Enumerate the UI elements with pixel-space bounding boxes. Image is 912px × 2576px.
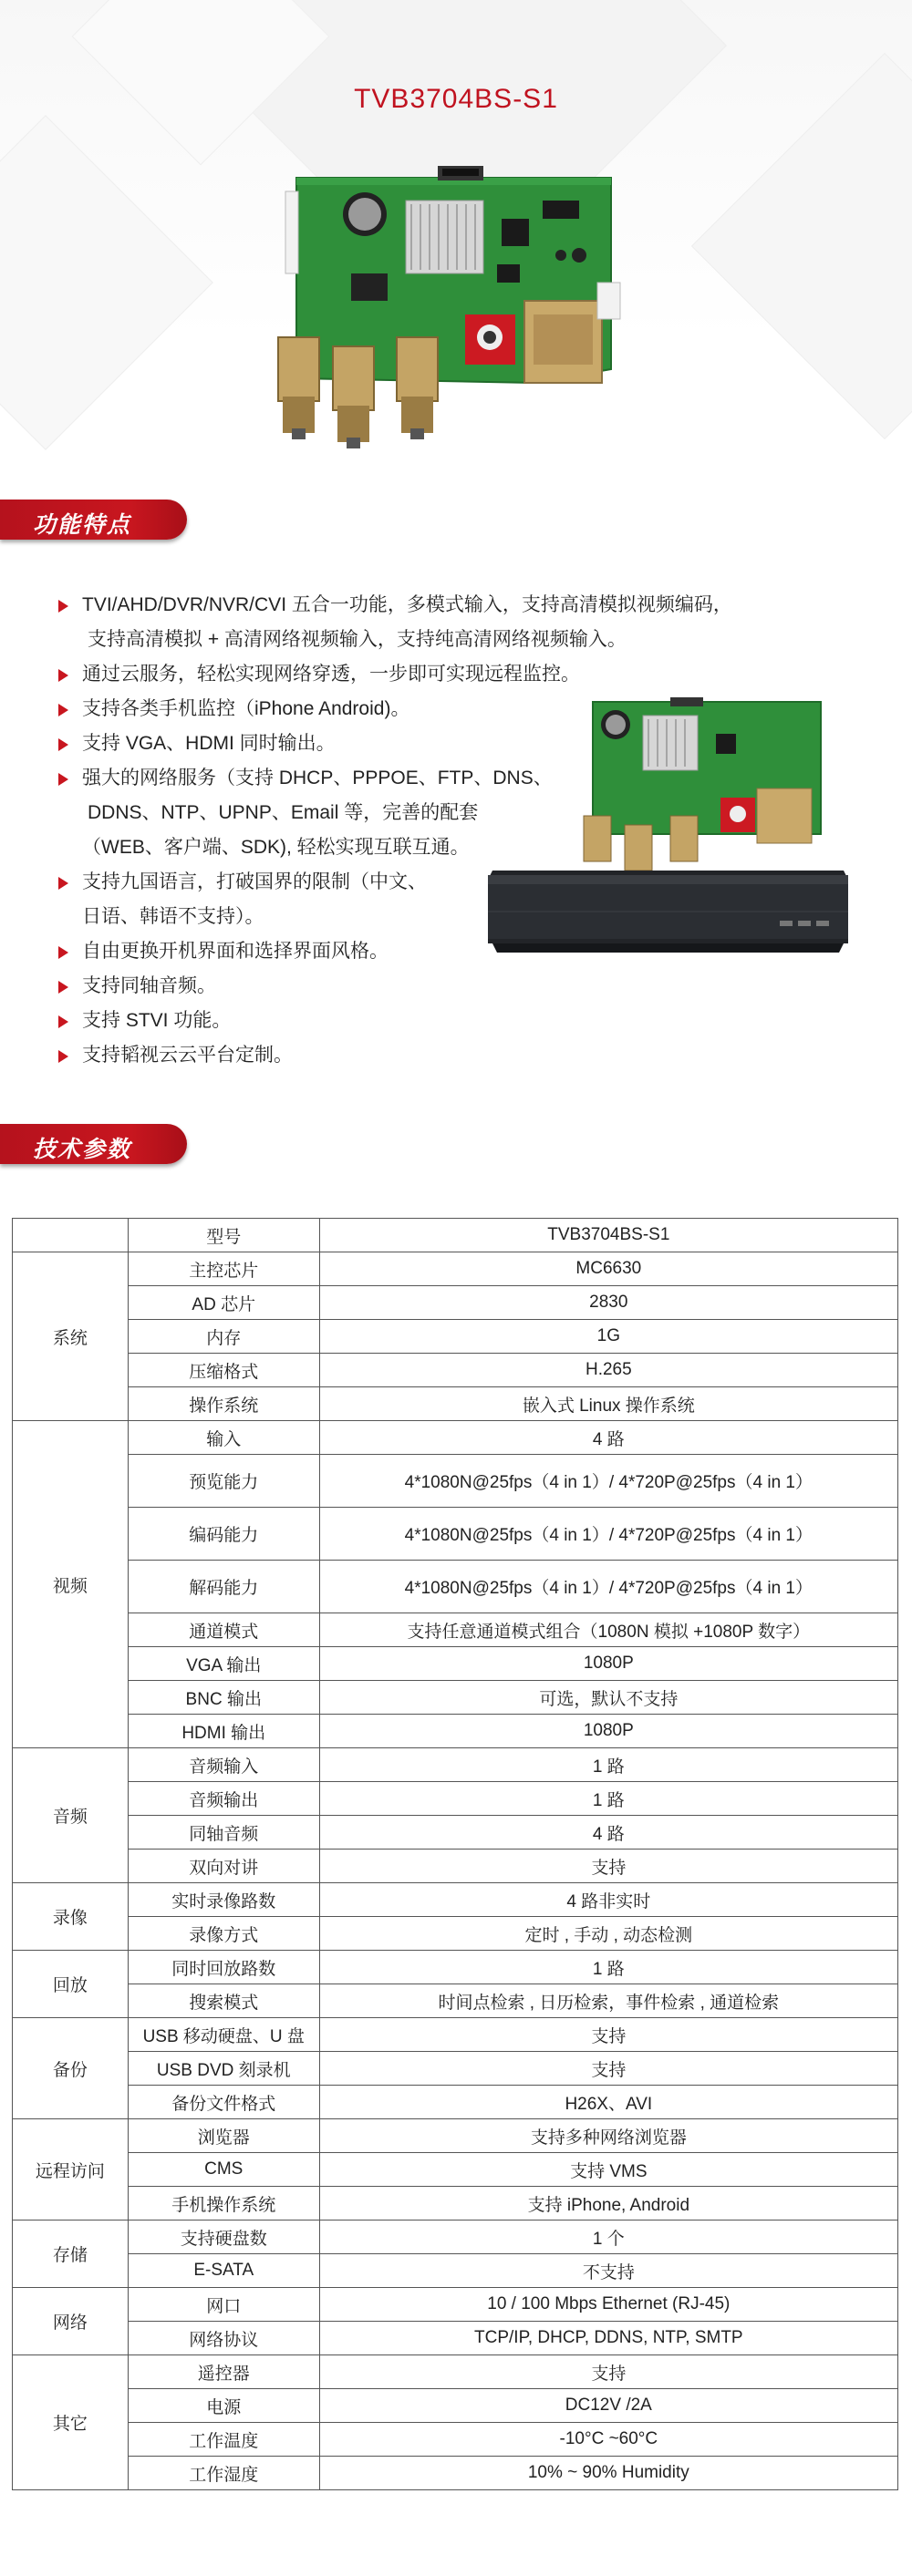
spec-row [13, 2086, 898, 2119]
spec-value-cell: 1 个 [319, 2221, 897, 2254]
spec-row [13, 2187, 898, 2221]
spec-value-cell: 支持任意通道模式组合（1080N 模拟 +1080P 数字） [319, 1613, 897, 1647]
spec-param-cell: VGA 输出 [128, 1647, 319, 1681]
spec-value-cell: 定时 , 手动 , 动态检测 [319, 1917, 897, 1951]
feature-text: 通过云服务，轻松实现网络穿透，一步即可实现远程监控。 [82, 664, 580, 685]
spec-param-cell: 编码能力 [128, 1508, 319, 1561]
triangle-bullet-icon [58, 946, 68, 959]
spec-param-cell: AD 芯片 [128, 1286, 319, 1320]
spec-param-cell: 网口 [128, 2288, 319, 2322]
spec-param-cell: 通道模式 [128, 1613, 319, 1647]
spec-row [13, 1613, 898, 1647]
spec-value-cell: 嵌入式 Linux 操作系统 [319, 1387, 897, 1421]
feature-text: 自由更换开机界面和选择界面风格。 [82, 941, 389, 962]
spec-category-cell: 回放 [13, 1951, 129, 2018]
triangle-bullet-icon [58, 704, 68, 716]
spec-param-cell: 浏览器 [128, 2119, 319, 2153]
spec-param-cell: 型号 [128, 1219, 319, 1252]
spec-row [13, 1984, 898, 2018]
spec-row [13, 1508, 898, 1561]
spec-value-cell: 支持 [319, 2052, 897, 2086]
dvr-product-image [488, 697, 853, 975]
spec-row [13, 1354, 898, 1387]
spec-value-cell: 支持 [319, 1850, 897, 1883]
spec-row [13, 1421, 898, 1455]
spec-param-cell: 压缩格式 [128, 1354, 319, 1387]
spec-value-cell: TCP/IP, DHCP, DDNS, NTP, SMTP [319, 2322, 897, 2355]
circuit-board-image [260, 164, 625, 456]
spec-value-cell: 4 路 [319, 1816, 897, 1850]
spec-row [13, 2457, 898, 2490]
spec-value-cell: 不支持 [319, 2254, 897, 2288]
spec-param-cell: CMS [128, 2153, 319, 2187]
spec-category-cell: 系统 [13, 1252, 129, 1421]
spec-param-cell: 搜索模式 [128, 1984, 319, 2018]
spec-value-cell: 10 / 100 Mbps Ethernet (RJ-45) [319, 2288, 897, 2322]
feature-item [55, 1004, 876, 1038]
spec-value-cell: 时间点检索 , 日历检索，事件检索 , 通道检索 [319, 1984, 897, 2018]
spec-value-cell: 4*1080N@25fps（4 in 1）/ 4*720P@25fps（4 in 1） [319, 1455, 897, 1508]
spec-category-cell: 视频 [13, 1421, 129, 1748]
spec-value-cell: 支持 iPhone, Android [319, 2187, 897, 2221]
spec-param-cell: 操作系统 [128, 1387, 319, 1421]
feature-text: （WEB、客户端、SDK), 轻松实现互联互通。 [82, 837, 470, 858]
triangle-bullet-icon [58, 1015, 68, 1028]
spec-row [13, 1850, 898, 1883]
triangle-bullet-icon [58, 981, 68, 994]
triangle-bullet-icon [58, 738, 68, 751]
triangle-bullet-icon [58, 877, 68, 890]
spec-param-cell: 录像方式 [128, 1917, 319, 1951]
spec-row [13, 2423, 898, 2457]
triangle-bullet-icon [58, 773, 68, 786]
spec-value-cell: 支持 [319, 2355, 897, 2389]
spec-row [13, 2254, 898, 2288]
spec-category-cell: 音频 [13, 1748, 129, 1883]
spec-param-cell: USB DVD 刻录机 [128, 2052, 319, 2086]
section-header-features [0, 500, 187, 543]
spec-value-cell: 4*1080N@25fps（4 in 1）/ 4*720P@25fps（4 in 1） [319, 1561, 897, 1613]
feature-item [55, 1038, 876, 1073]
spec-row [13, 1387, 898, 1421]
triangle-bullet-icon [58, 1050, 68, 1063]
spec-value-cell: DC12V /2A [319, 2389, 897, 2423]
spec-row [13, 1647, 898, 1681]
spec-category-cell [13, 1219, 129, 1252]
feature-text: 支持 VGA、HDMI 同时输出。 [82, 733, 336, 754]
spec-value-cell: 4 路非实时 [319, 1883, 897, 1917]
spec-value-cell: 支持多种网络浏览器 [319, 2119, 897, 2153]
spec-row [13, 1748, 898, 1782]
spec-value-cell: 10% ~ 90% Humidity [319, 2457, 897, 2490]
spec-value-cell: 4*1080N@25fps（4 in 1）/ 4*720P@25fps（4 in 1） [319, 1508, 897, 1561]
spec-value-cell: 1 路 [319, 1782, 897, 1816]
spec-row [13, 1455, 898, 1508]
feature-text: 日语、韩语不支持）。 [82, 906, 264, 927]
spec-param-cell: 音频输出 [128, 1782, 319, 1816]
spec-param-cell: 同时回放路数 [128, 1951, 319, 1984]
spec-param-cell: HDMI 输出 [128, 1715, 319, 1748]
spec-row [13, 1816, 898, 1850]
spec-row [13, 1782, 898, 1816]
spec-category-cell: 其它 [13, 2355, 129, 2490]
spec-param-cell: 输入 [128, 1421, 319, 1455]
spec-param-cell: E-SATA [128, 2254, 319, 2288]
spec-value-cell: 4 路 [319, 1421, 897, 1455]
spec-value-cell: MC6630 [319, 1252, 897, 1286]
spec-row [13, 2052, 898, 2086]
spec-value-cell: 可选，默认不支持 [319, 1681, 897, 1715]
triangle-bullet-icon [58, 600, 68, 613]
section-header-specs [0, 1124, 187, 1168]
spec-category-cell: 存储 [13, 2221, 129, 2288]
feature-text: DDNS、NTP、UPNP、Email 等，完善的配套 [88, 802, 479, 823]
spec-category-cell: 备份 [13, 2018, 129, 2119]
spec-row [13, 2018, 898, 2052]
spec-row [13, 1286, 898, 1320]
spec-param-cell: 音频输入 [128, 1748, 319, 1782]
feature-item [55, 588, 876, 657]
model-title: TVB3704BS-S1 [354, 84, 558, 114]
feature-text: 支持九国语言，打破国界的限制（中文、 [82, 871, 427, 892]
section-header-label: 技术参数 [33, 1137, 132, 1162]
bg-diamond [0, 115, 213, 450]
spec-value-cell: 1 路 [319, 1748, 897, 1782]
spec-param-cell: USB 移动硬盘、U 盘 [128, 2018, 319, 2052]
spec-param-cell: 主控芯片 [128, 1252, 319, 1286]
feature-text: TVI/AHD/DVR/NVR/CVI 五合一功能，多模式输入，支持高清模拟视频编码， [82, 594, 732, 615]
spec-row [13, 2153, 898, 2187]
spec-param-cell: 实时录像路数 [128, 1883, 319, 1917]
spec-row [13, 1715, 898, 1748]
spec-row [13, 1252, 898, 1286]
spec-param-cell: 手机操作系统 [128, 2187, 319, 2221]
spec-value-cell: -10°C ~60°C [319, 2423, 897, 2457]
spec-value-cell: H.265 [319, 1354, 897, 1387]
spec-row [13, 1561, 898, 1613]
spec-value-cell: H26X、AVI [319, 2086, 897, 2119]
spec-param-cell: 解码能力 [128, 1561, 319, 1613]
spec-row [13, 2119, 898, 2153]
spec-param-cell: 工作湿度 [128, 2457, 319, 2490]
spec-row [13, 2221, 898, 2254]
spec-param-cell: 遥控器 [128, 2355, 319, 2389]
spec-row [13, 2322, 898, 2355]
spec-value-cell: 2830 [319, 1286, 897, 1320]
spec-category-cell: 录像 [13, 1883, 129, 1951]
spec-param-cell: 预览能力 [128, 1455, 319, 1508]
spec-value-cell: 1080P [319, 1715, 897, 1748]
feature-text: 支持各类手机监控（iPhone Android)。 [82, 698, 410, 719]
spec-value-cell: 支持 VMS [319, 2153, 897, 2187]
spec-value-cell: 支持 [319, 2018, 897, 2052]
section-header-label: 功能特点 [33, 512, 132, 538]
spec-param-cell: 支持硬盘数 [128, 2221, 319, 2254]
spec-category-cell: 远程访问 [13, 2119, 129, 2221]
spec-param-cell: 工作温度 [128, 2423, 319, 2457]
feature-text: 强大的网络服务（支持 DHCP、PPPOE、FTP、DNS、 [82, 768, 553, 788]
spec-category-cell: 网络 [13, 2288, 129, 2355]
spec-param-cell: 双向对讲 [128, 1850, 319, 1883]
spec-value-cell: 1 路 [319, 1951, 897, 1984]
spec-param-cell: 同轴音频 [128, 1816, 319, 1850]
spec-param-cell: BNC 输出 [128, 1681, 319, 1715]
feature-text: 支持高清模拟 + 高清网络视频输入，支持纯高清网络视频输入。 [88, 629, 627, 650]
spec-row [13, 2389, 898, 2423]
spec-param-cell: 电源 [128, 2389, 319, 2423]
spec-table [12, 1218, 898, 2490]
spec-row [13, 1951, 898, 1984]
feature-text: 支持同轴音频。 [82, 975, 216, 996]
spec-row [13, 2288, 898, 2322]
spec-param-cell: 内存 [128, 1320, 319, 1354]
hero-banner [0, 0, 912, 483]
spec-header-row [13, 1219, 898, 1252]
feature-item [55, 657, 876, 692]
spec-row [13, 1681, 898, 1715]
spec-value-cell: 1080P [319, 1647, 897, 1681]
spec-row [13, 1883, 898, 1917]
triangle-bullet-icon [58, 669, 68, 682]
spec-row [13, 2355, 898, 2389]
spec-row [13, 1320, 898, 1354]
spec-value-cell: 1G [319, 1320, 897, 1354]
feature-text: 支持韬视云云平台定制。 [82, 1045, 293, 1066]
spec-row [13, 1917, 898, 1951]
spec-param-cell: 备份文件格式 [128, 2086, 319, 2119]
spec-param-cell: 网络协议 [128, 2322, 319, 2355]
spec-value-cell: TVB3704BS-S1 [319, 1219, 897, 1252]
feature-text: 支持 STVI 功能。 [82, 1010, 232, 1031]
